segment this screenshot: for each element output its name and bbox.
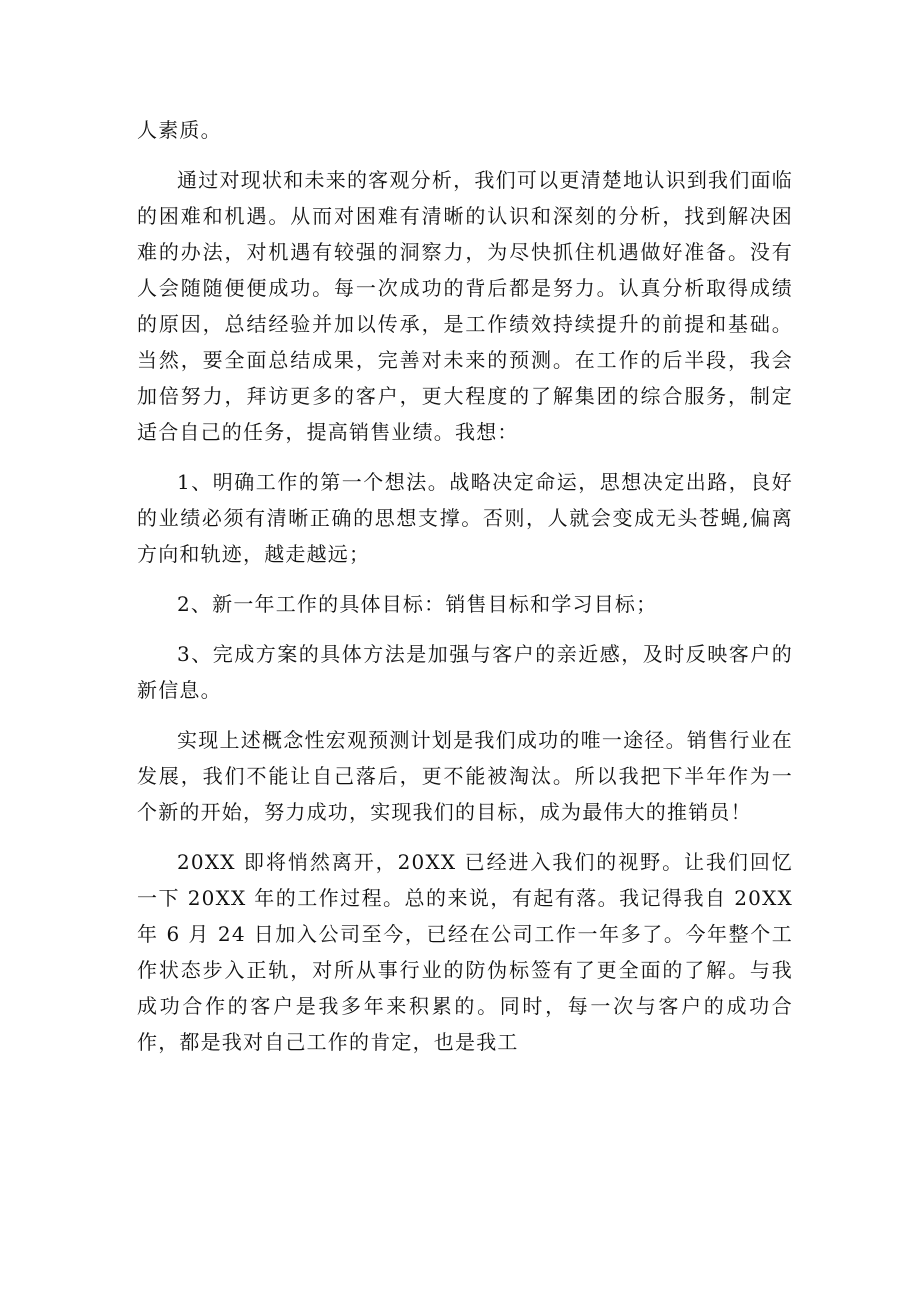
paragraph-item-1: 1、明确工作的第一个想法。战略决定命运，思想决定出路，良好的业绩必须有清晰正确的思想支撑。否则，人就会变成无头苍蝇,偏离方向和轨迹，越走越远； [137, 470, 793, 566]
paragraph-analysis: 通过对现状和未来的客观分析，我们可以更清楚地认识到我们面临的困难和机遇。从而对困难有清晰的认识和深刻的分析，找到解决困难的办法，对机遇有较强的洞察力，为尽快抓住机遇做好准备。没有人会随随便便成功。每一次成功的背后都是努力。认真分析取得成绩的原因，总结经验并加以传承，是工作绩效持续提升的前提和基础。当然，要全面总结成果，完善对未来的预测。在工作的后半段，我会加倍努力，拜访更多的客户，更大程度的了解集团的综合服务，制定适合自己的任务，提高销售业绩。我想： [137, 168, 793, 444]
document-body [137, 112, 793, 1074]
paragraph-item-3: 3、完成方案的具体方法是加强与客户的亲近感，及时反映客户的新信息。 [137, 642, 793, 702]
paragraph-item-2: 2、新一年工作的具体目标：销售目标和学习目标； [177, 592, 658, 616]
paragraph-review: 20XX 即将悄然离开，20XX 已经进入我们的视野。让我们回忆一下 20XX 年的工作过程。总的来说，有起有落。我记得我自 20XX 年 6 月 24 日加入公司至今，已经在公司工作一年多了。今年整个工作状态步入正轨，对所从事行业的防伪标签有了更全面的了解。与我成功合作的客户是我多年来积累的。同时，每一次与客户的成功合作，都是我对自己工作的肯定，也是我工 [137, 850, 793, 1054]
paragraph-plan: 实现上述概念性宏观预测计划是我们成功的唯一途径。销售行业在发展，我们不能让自己落后，更不能被淘汰。所以我把下半年作为一个新的开始，努力成功，实现我们的目标，成为最伟大的推销员！ [137, 728, 793, 824]
paragraph-continuation: 人素质。 [137, 118, 222, 142]
